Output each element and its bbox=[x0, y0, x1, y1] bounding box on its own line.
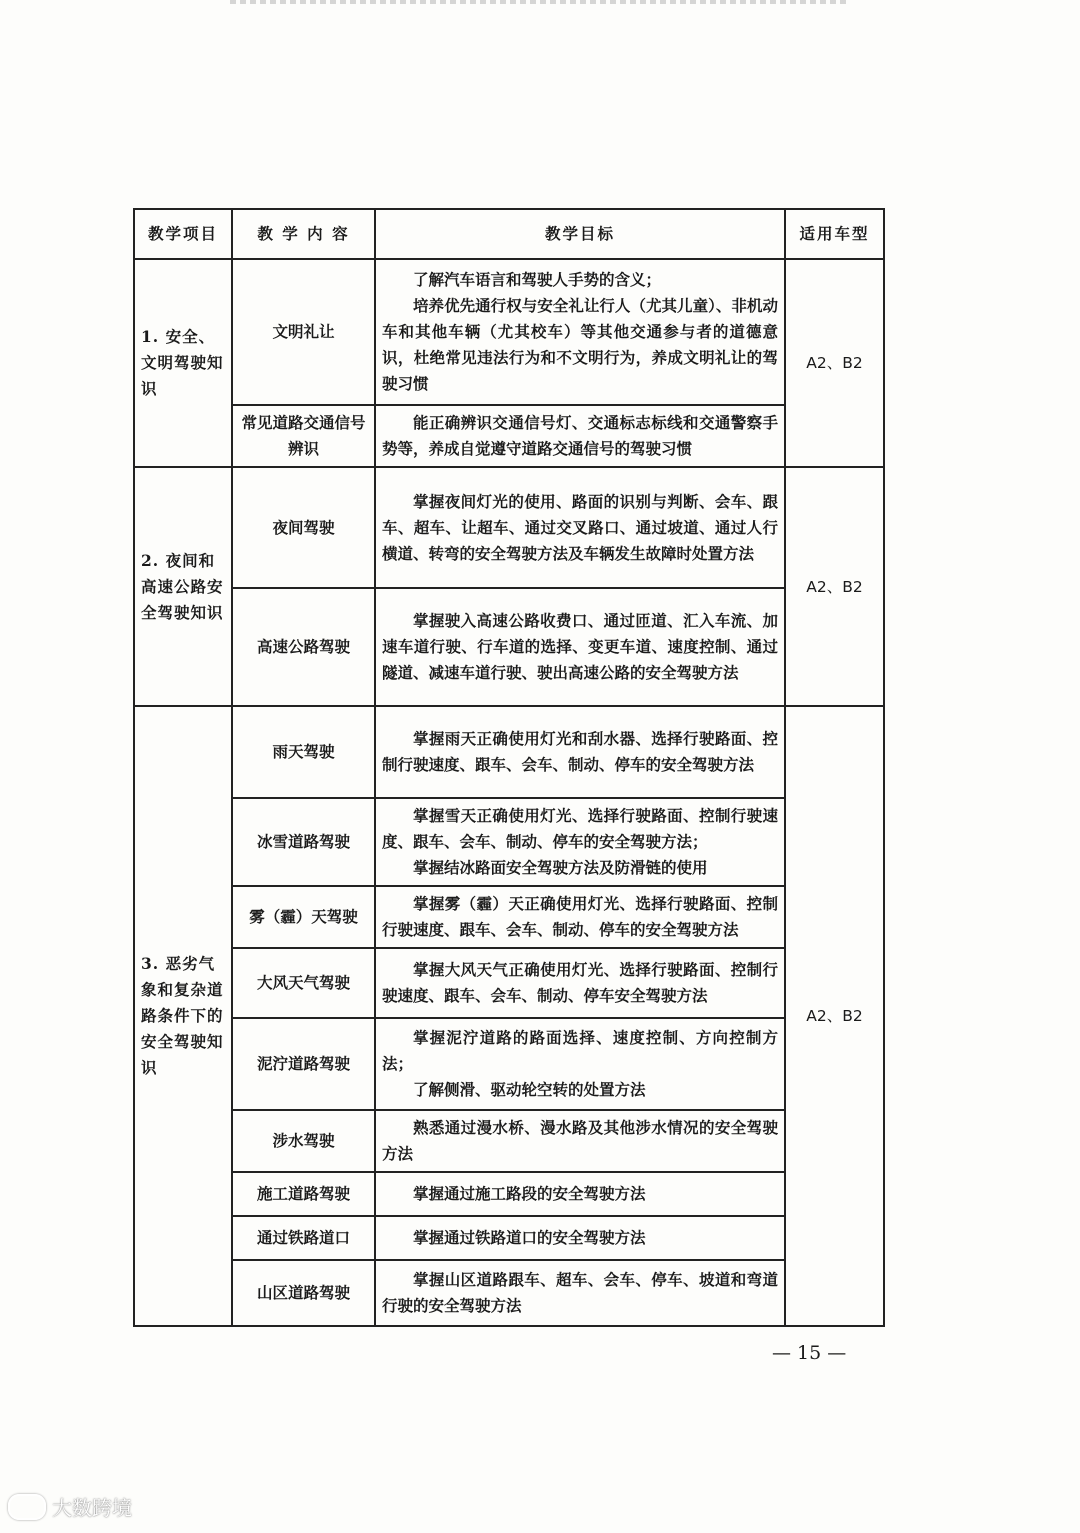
content-cell: 常见道路交通信号辨识 bbox=[232, 405, 375, 467]
header-content: 教 学 内 容 bbox=[232, 209, 375, 259]
table-row bbox=[134, 405, 884, 467]
table-row bbox=[134, 1018, 884, 1110]
content-cell: 涉水驾驶 bbox=[232, 1110, 375, 1172]
header-goal: 教学目标 bbox=[375, 209, 785, 259]
header-project: 教学项目 bbox=[134, 209, 232, 259]
content-cell: 通过铁路道口 bbox=[232, 1216, 375, 1260]
table-row bbox=[134, 588, 884, 706]
goal-text: 掌握驶入高速公路收费口、通过匝道、汇入车流、加速车道行驶、行车道的选择、变更车道、速度控制、通过隧道、减速车道行驶、驶出高速公路的安全驾驶方法 bbox=[382, 611, 778, 682]
goal-text: 掌握大风天气正确使用灯光、选择行驶路面、控制行驶速度、跟车、会车、制动、停车安全驾驶方法 bbox=[382, 960, 778, 1005]
goal-cell bbox=[375, 1172, 785, 1216]
goal-text: 了解汽车语言和驾驶人手势的含义； bbox=[413, 270, 662, 289]
goal-cell bbox=[375, 948, 785, 1018]
goal-cell bbox=[375, 1216, 785, 1260]
goal-cell bbox=[375, 798, 785, 886]
goal-text: 培养优先通行权与安全礼让行人（尤其儿童）、非机动车和其他车辆（尤其校车）等其他交通参与者的道德意识，杜绝常见违法行为和不文明行为，养成文明礼让的驾驶习惯 bbox=[382, 296, 778, 393]
table-header-row bbox=[134, 209, 884, 259]
content-cell: 雨天驾驶 bbox=[232, 706, 375, 798]
goal-text: 熟悉通过漫水桥、漫水路及其他涉水情况的安全驾驶方法 bbox=[382, 1118, 778, 1163]
content-cell: 施工道路驾驶 bbox=[232, 1172, 375, 1216]
watermark bbox=[8, 1492, 132, 1521]
table-row bbox=[134, 467, 884, 588]
goal-text: 能正确辨识交通信号灯、交通标志标线和交通警察手势等，养成自觉遵守道路交通信号的驾驶习惯 bbox=[382, 413, 778, 458]
content-cell: 冰雪道路驾驶 bbox=[232, 798, 375, 886]
goal-cell bbox=[375, 886, 785, 948]
table-row bbox=[134, 1260, 884, 1326]
goal-text: 掌握夜间灯光的使用、路面的识别与判断、会车、跟车、超车、让超车、通过交叉路口、通过坡道、通过人行横道、转弯的安全驾驶方法及车辆发生故障时处置方法 bbox=[382, 491, 778, 563]
section-project: 2. 夜间和高速公路安全驾驶知识 bbox=[134, 467, 232, 706]
goal-cell bbox=[375, 1018, 785, 1110]
section-project: 1. 安全、文明驾驶知识 bbox=[134, 259, 232, 467]
section-project: 3. 恶劣气象和复杂道路条件下的安全驾驶知识 bbox=[134, 706, 232, 1326]
goal-cell bbox=[375, 1110, 785, 1172]
scan-top-edge bbox=[230, 0, 850, 4]
goal-text: 掌握结冰路面安全驾驶方法及防滑链的使用 bbox=[413, 858, 708, 877]
goal-text: 掌握泥泞道路的路面选择、速度控制、方向控制方法； bbox=[382, 1028, 778, 1073]
table-row bbox=[134, 798, 884, 886]
content-cell: 雾（霾）天驾驶 bbox=[232, 886, 375, 948]
table-row bbox=[134, 948, 884, 1018]
goal-text: 掌握雨天正确使用灯光和刮水器、选择行驶路面、控制行驶速度、跟车、会车、制动、停车的安全驾驶方法 bbox=[382, 729, 778, 774]
content-cell: 文明礼让 bbox=[232, 259, 375, 405]
table-row bbox=[134, 1172, 884, 1216]
table-row bbox=[134, 706, 884, 798]
watermark-logo-icon bbox=[8, 1494, 46, 1520]
content-cell: 泥泞道路驾驶 bbox=[232, 1018, 375, 1110]
table-row bbox=[134, 1110, 884, 1172]
vehicle-cell: A2、B2 bbox=[785, 467, 884, 706]
goal-text: 掌握山区道路跟车、超车、会车、停车、坡道和弯道行驶的安全驾驶方法 bbox=[382, 1270, 778, 1315]
table-row bbox=[134, 886, 884, 948]
goal-text: 掌握通过铁路道口的安全驾驶方法 bbox=[413, 1228, 646, 1247]
content-cell: 大风天气驾驶 bbox=[232, 948, 375, 1018]
syllabus-table bbox=[133, 208, 885, 1327]
content-cell: 高速公路驾驶 bbox=[232, 588, 375, 706]
header-vehicle: 适用车型 bbox=[785, 209, 884, 259]
table-row bbox=[134, 1216, 884, 1260]
watermark-text: 大数跨境 bbox=[52, 1496, 132, 1520]
goal-cell bbox=[375, 706, 785, 798]
goal-text: 掌握通过施工路段的安全驾驶方法 bbox=[413, 1184, 646, 1203]
vehicle-cell: A2、B2 bbox=[785, 706, 884, 1326]
goal-cell bbox=[375, 405, 785, 467]
page-number: — 15 — bbox=[772, 1342, 847, 1364]
goal-cell bbox=[375, 467, 785, 588]
goal-text: 了解侧滑、驱动轮空转的处置方法 bbox=[413, 1080, 646, 1099]
goal-text: 掌握雪天正确使用灯光、选择行驶路面、控制行驶速度、跟车、会车、制动、停车的安全驾驶方法； bbox=[382, 806, 778, 851]
table-row bbox=[134, 259, 884, 405]
goal-cell bbox=[375, 1260, 785, 1326]
goal-text: 掌握雾（霾）天正确使用灯光、选择行驶路面、控制行驶速度、跟车、会车、制动、停车的安全驾驶方法 bbox=[382, 894, 778, 939]
goal-cell bbox=[375, 588, 785, 706]
content-cell: 夜间驾驶 bbox=[232, 467, 375, 588]
content-cell: 山区道路驾驶 bbox=[232, 1260, 375, 1326]
vehicle-cell: A2、B2 bbox=[785, 259, 884, 467]
goal-cell bbox=[375, 259, 785, 405]
